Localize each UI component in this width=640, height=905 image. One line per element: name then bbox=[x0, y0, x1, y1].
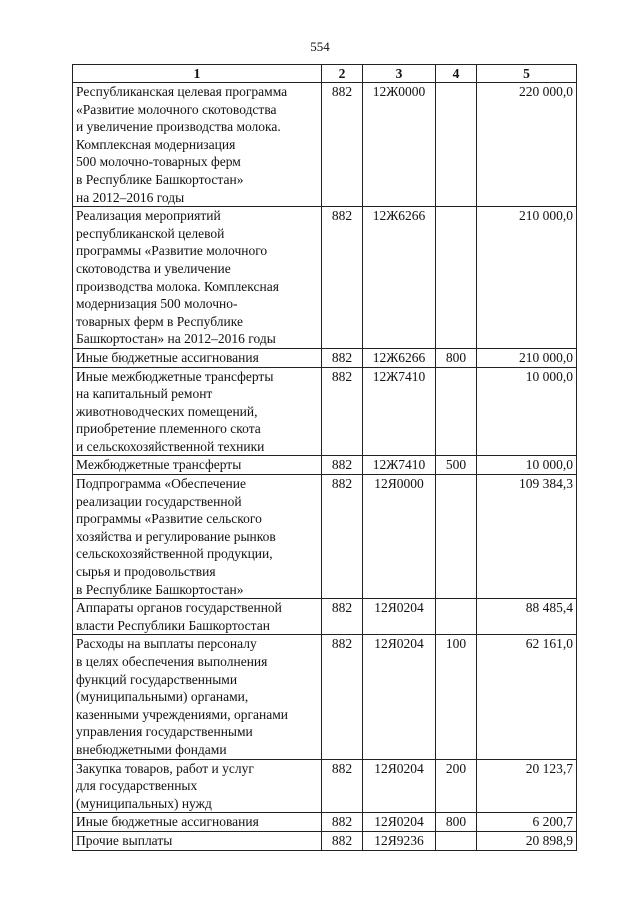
budget-table bbox=[72, 64, 577, 851]
row-csr: 12Ж0000 bbox=[363, 83, 436, 207]
header-col-4: 4 bbox=[436, 65, 477, 83]
row-sum: 6 200,7 bbox=[477, 813, 577, 832]
row-csr: 12Ж7410 bbox=[363, 367, 436, 456]
table-row bbox=[73, 831, 577, 850]
row-sum: 210 000,0 bbox=[477, 207, 577, 349]
row-name: Межбюджетные трансферты bbox=[73, 456, 322, 475]
table-row bbox=[73, 635, 577, 759]
row-ved: 882 bbox=[322, 367, 363, 456]
header-col-2: 2 bbox=[322, 65, 363, 83]
row-sum: 88 485,4 bbox=[477, 599, 577, 635]
row-ved: 882 bbox=[322, 83, 363, 207]
row-vr bbox=[436, 831, 477, 850]
row-vr bbox=[436, 475, 477, 599]
row-vr: 200 bbox=[436, 759, 477, 813]
row-ved: 882 bbox=[322, 635, 363, 759]
row-sum: 62 161,0 bbox=[477, 635, 577, 759]
row-vr: 500 bbox=[436, 456, 477, 475]
row-name: Республиканская целевая программа «Развитие молочного скотоводства и увеличение производства молока. Комплексная модернизация 500 молочно-товарных ферм в Республике Башкортостан» на 2012–2016 годы bbox=[73, 83, 322, 207]
row-ved: 882 bbox=[322, 348, 363, 367]
row-ved: 882 bbox=[322, 456, 363, 475]
row-csr: 12Я9236 bbox=[363, 831, 436, 850]
row-csr: 12Я0204 bbox=[363, 635, 436, 759]
row-sum: 10 000,0 bbox=[477, 456, 577, 475]
row-csr: 12Я0000 bbox=[363, 475, 436, 599]
row-name: Закупка товаров, работ и услуг для государственных (муниципальных) нужд bbox=[73, 759, 322, 813]
row-vr: 800 bbox=[436, 813, 477, 832]
page-number: 554 bbox=[310, 39, 330, 54]
row-name: Иные бюджетные ассигнования bbox=[73, 813, 322, 832]
table-row bbox=[73, 813, 577, 832]
row-vr: 100 bbox=[436, 635, 477, 759]
row-name: Реализация мероприятий республиканской целевой программы «Развитие молочного скотоводства и увеличение производства молока. Комплексная модернизация 500 молочно- товарных ферм в Республике Башкортостан» на 2012–2016 годы bbox=[73, 207, 322, 349]
row-sum: 220 000,0 bbox=[477, 83, 577, 207]
table-row bbox=[73, 367, 577, 456]
row-name: Расходы на выплаты персоналу в целях обеспечения выполнения функций государственными (муниципальными) органами, казенными учреждениями, органами управления государственными внебюджетными фондами bbox=[73, 635, 322, 759]
row-sum: 20 898,9 bbox=[477, 831, 577, 850]
row-csr: 12Я0204 bbox=[363, 813, 436, 832]
row-sum: 210 000,0 bbox=[477, 348, 577, 367]
row-name: Иные бюджетные ассигнования bbox=[73, 348, 322, 367]
row-csr: 12Ж7410 bbox=[363, 456, 436, 475]
row-sum: 20 123,7 bbox=[477, 759, 577, 813]
row-name: Подпрограмма «Обеспечение реализации государственной программы «Развитие сельского хозяйства и регулирование рынков сельскохозяйственной продукции, сырья и продовольствия в Республике Башкортостан» bbox=[73, 475, 322, 599]
header-col-1: 1 bbox=[73, 65, 322, 83]
table-row bbox=[73, 456, 577, 475]
row-ved: 882 bbox=[322, 599, 363, 635]
row-name: Прочие выплаты bbox=[73, 831, 322, 850]
table-header-row bbox=[73, 65, 577, 83]
row-csr: 12Я0204 bbox=[363, 599, 436, 635]
table-row bbox=[73, 207, 577, 349]
row-name: Иные межбюджетные трансферты на капитальный ремонт животноводческих помещений, приобретение племенного скота и сельскохозяйственной техники bbox=[73, 367, 322, 456]
row-vr bbox=[436, 599, 477, 635]
row-vr bbox=[436, 83, 477, 207]
table-row bbox=[73, 83, 577, 207]
row-ved: 882 bbox=[322, 207, 363, 349]
row-name: Аппараты органов государственной власти Республики Башкортостан bbox=[73, 599, 322, 635]
row-sum: 10 000,0 bbox=[477, 367, 577, 456]
row-vr: 800 bbox=[436, 348, 477, 367]
row-vr bbox=[436, 207, 477, 349]
table-row bbox=[73, 599, 577, 635]
header-col-5: 5 bbox=[477, 65, 577, 83]
table-row bbox=[73, 759, 577, 813]
row-sum: 109 384,3 bbox=[477, 475, 577, 599]
row-csr: 12Ж6266 bbox=[363, 348, 436, 367]
row-csr: 12Ж6266 bbox=[363, 207, 436, 349]
row-ved: 882 bbox=[322, 759, 363, 813]
header-col-3: 3 bbox=[363, 65, 436, 83]
row-ved: 882 bbox=[322, 831, 363, 850]
row-csr: 12Я0204 bbox=[363, 759, 436, 813]
table-row bbox=[73, 475, 577, 599]
row-ved: 882 bbox=[322, 813, 363, 832]
table-row bbox=[73, 348, 577, 367]
row-vr bbox=[436, 367, 477, 456]
row-ved: 882 bbox=[322, 475, 363, 599]
